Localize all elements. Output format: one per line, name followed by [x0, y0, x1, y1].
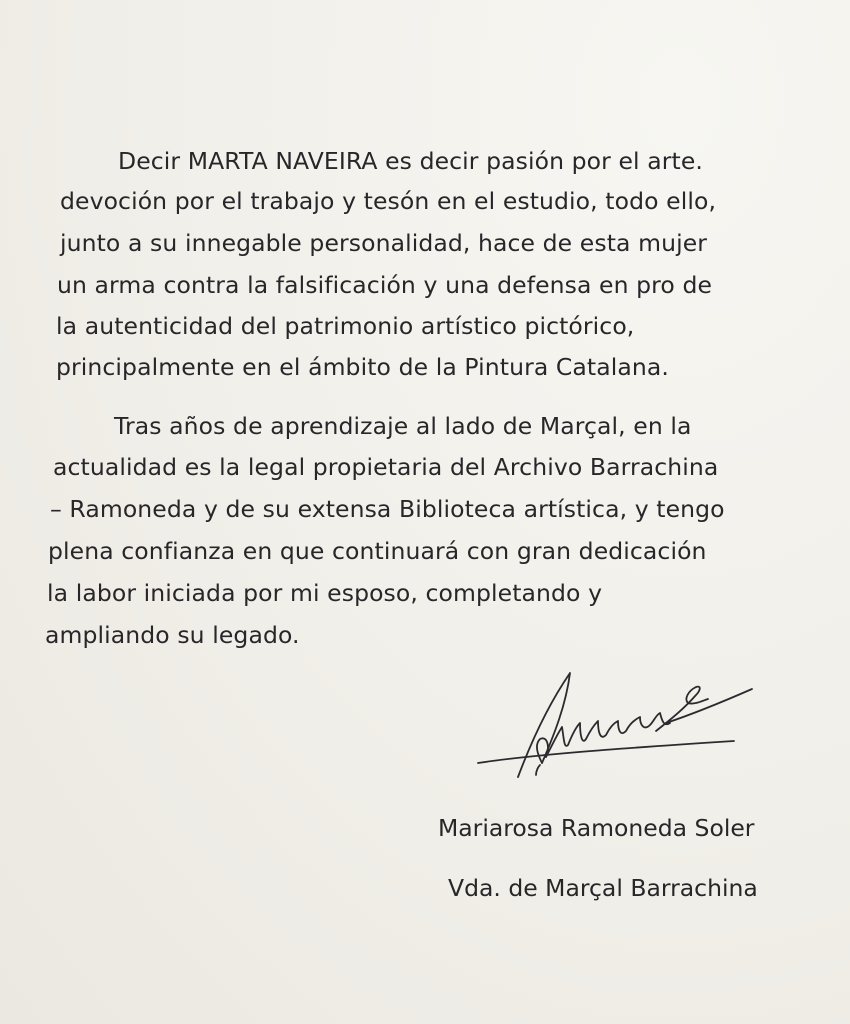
text-line: la labor iniciada por mi esposo, completando y [47, 579, 603, 607]
text-line: – Ramoneda y de su extensa Biblioteca artística, y tengo [50, 495, 725, 523]
text-line: plena confianza en que continuará con gran dedicación [48, 537, 707, 565]
handwritten-signature [470, 665, 770, 785]
text-line: devoción por el trabajo y tesón en el estudio, todo ello, [60, 187, 717, 215]
text-line: un arma contra la falsificación y una defensa en pro de [57, 271, 713, 299]
text-line: junto a su innegable personalidad, hace de esta mujer [60, 229, 708, 257]
text-line: Decir MARTA NAVEIRA es decir pasión por el arte. [118, 147, 703, 175]
signer-title: Vda. de Marçal Barrachina [448, 874, 758, 902]
text-line: principalmente en el ámbito de la Pintura Catalana. [56, 353, 669, 381]
text-line: la autenticidad del patrimonio artístico pictórico, [56, 312, 635, 340]
text-line: ampliando su legado. [45, 621, 300, 649]
signer-name: Mariarosa Ramoneda Soler [438, 814, 755, 842]
text-line: actualidad es la legal propietaria del Archivo Barrachina [53, 453, 719, 481]
text-line: Tras años de aprendizaje al lado de Marçal, en la [114, 412, 692, 440]
